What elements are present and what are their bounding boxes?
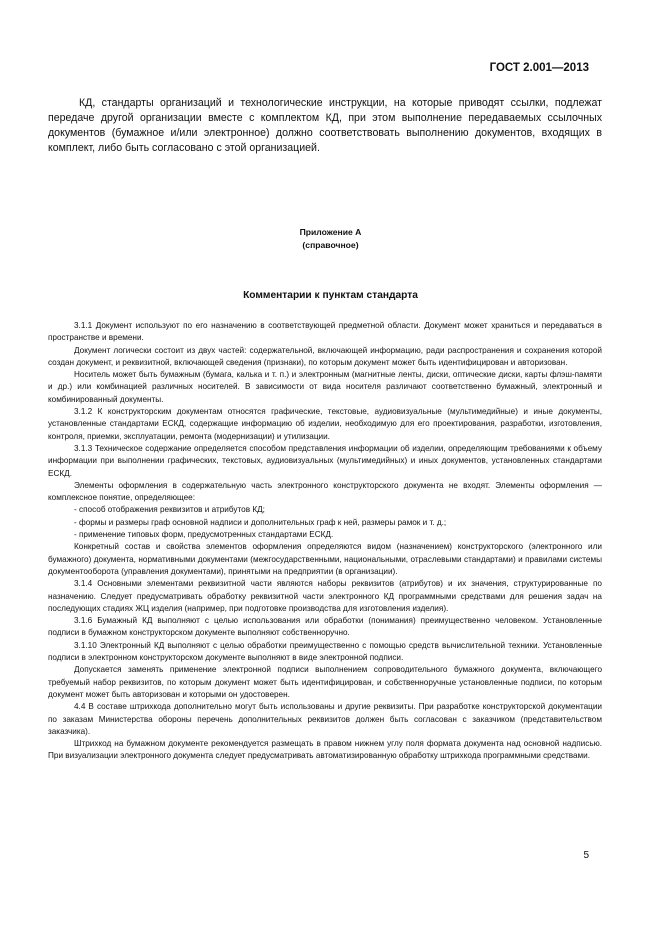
paragraph: 3.1.4 Основными элементами реквизитной части являются наборы реквизитов (атрибутов) и их значения, структурированные по назначению. Следует предусматривать обработку реквизитной части электронного КД программными средствами для решения задач на последующих стадиях ЖЦ изделия (например, при подготовке производства для изготовления изделия). [48,579,602,613]
appendix-heading [0,226,661,252]
paragraph: Носитель может быть бумажным (бумага, калька и т. п.) и электронным (магнитные ленты, диски, оптические диски, карты флэш-памяти и др.) или комбинацией различных носителей. В зависимости от вида носителя различают соответственно бумажный, электронный и комбинированный документы. [48,370,602,404]
paragraph: 3.1.2 К конструкторским документам относятся графические, текстовые, аудиовизуальные (мультимедийные) и иные документы, установленные стандартами ЕСКД, содержащие информацию об изделии, необходимую для его проектирования, разработки, изготовления, контроля, приемки, эксплуатации, ремонта (модернизации) и утилизации. [48,407,602,441]
list-item: - применение типовых форм, предусмотренных стандартами ЕСКД. [74,530,334,540]
intro-section [48,96,602,156]
paragraph: Конкретный состав и свойства элементов оформления определяются видом (назначением) конструкторского (электронного или бумажного) документа, нормативными документами (межгосударственными, национальными, отраслевыми стандартами) и правилами системы документооборота (управления документами), принятыми на предприятии (в организации). [48,542,602,576]
paragraph: 3.1.1 Документ используют по его назначению в соответствующей предметной области. Документ может храниться и передаваться в пространстве и времени. [48,321,602,343]
paragraph: 3.1.6 Бумажный КД выполняют с целью использования или обработки (понимания) преимущественно человеком. Установленные подписи в бумажном конструкторском документе выполняют собственноручно. [48,616,602,638]
document-code: ГОСТ 2.001—2013 [489,62,589,74]
paragraph: Элементы оформления в содержательную часть электронного конструкторского документа не входят. Элементы оформления — комплексное понятие, определяющее: [48,480,602,503]
intro-paragraph: КД, стандарты организаций и технологические инструкции, на которые приводят ссылки, подлежат передаче другой организации вместе с комплектом КД, при этом выполнение передаваемых ссылочных документов (бумажное и/или электронное) должно соответствовать выполнению документов, входящих в комплект, либо быть согласовано с этой организацией. [48,97,602,154]
appendix-subtitle: (справочное) [302,240,359,250]
paragraph: 3.1.10 Электронный КД выполняют с целью обработки преимущественно с помощью средств вычислительной техники. Установленные подписи в электронном конструкторском документе выполняют в виде электронной подписи. [48,640,602,663]
comments-body [48,320,602,763]
paragraph: Штрихкод на бумажном документе рекомендуется размещать в правом нижнем углу поля формата документа над основной надписью. При визуализации электронного документа следует предусматривать автоматизированную обработку штрихкода программными средствами. [48,739,602,761]
paragraph: Допускается заменять применение электронной подписи выполнением сопроводительного бумажного документа, включающего требуемый набор реквизитов, по которым документ может быть идентифицирован, и собственноручные установленные подписи, по которым документ может быть авторизован и которыми он удостоверен. [48,665,602,699]
section-title: Комментарии к пунктам стандарта [243,290,418,301]
paragraph: 4.4 В составе штрихкода дополнительно могут быть использованы и другие реквизиты. При разработке конструкторской документации по заказам Министерства обороны перечень дополнительных реквизитов должен быть согласован с заказчиком (представительством заказчика). [48,702,602,736]
paragraph: 3.1.3 Техническое содержание определяется способом представления информации об изделии, определяющим требованиями к объему информации при выполнении графических, текстовых, аудиовизуальных (мультимедийных) и иных документов, установленных стандартами ЕСКД. [48,443,602,478]
list-item: - формы и размеры граф основной надписи и дополнительных граф к ней, размеры рамок и т. д.; [74,517,447,527]
appendix-title: Приложение А [299,227,362,237]
paragraph: Документ логически состоит из двух частей: содержательной, включающей информацию, ради распространения и сохранения которой создан документ, и реквизитной, включающей сведения (признаки), по которым документ может быть идентифицирован и авторизован. [48,345,602,367]
list-item: - способ отображения реквизитов и атрибутов КД; [74,505,265,515]
page-number: 5 [583,850,589,861]
